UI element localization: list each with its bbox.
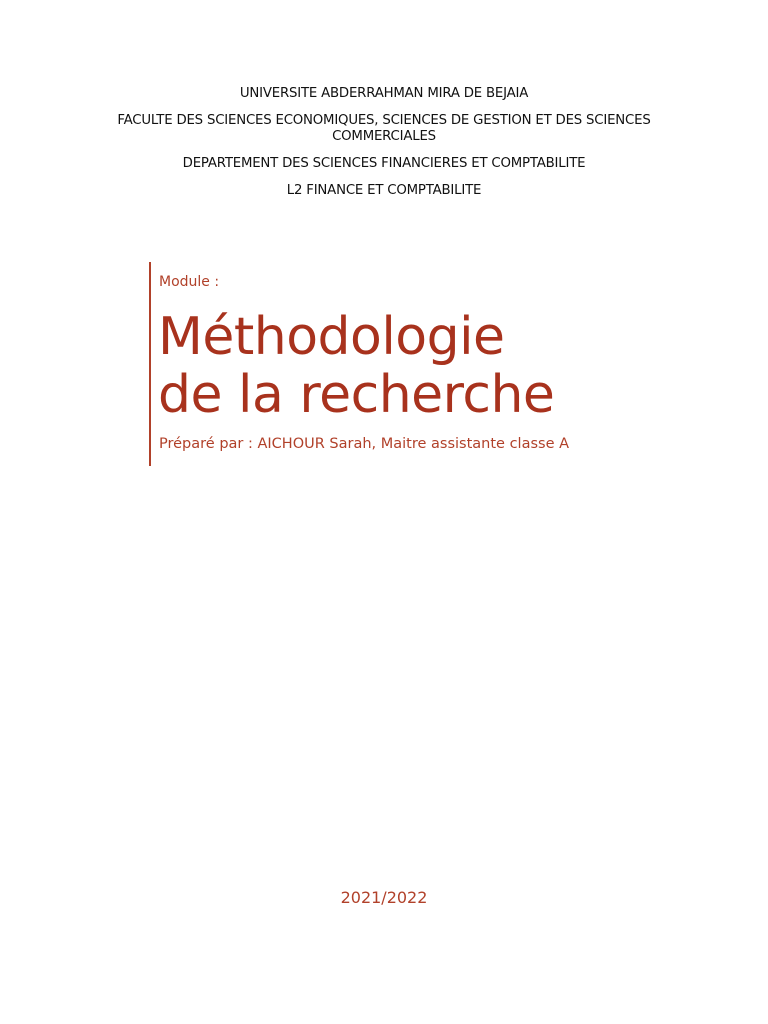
author-line: Préparé par : AICHOUR Sarah, Maitre assistante classe A — [159, 436, 570, 452]
study-level: L2 FINANCE ET COMPTABILITE — [286, 183, 482, 198]
university-name: UNIVERSITE ABDERRAHMAN MIRA DE BEJAIA — [239, 86, 529, 101]
academic-year: 2021/2022 — [340, 888, 428, 907]
cover-title-block — [149, 262, 679, 466]
module-label: Module : — [159, 274, 220, 290]
document-title — [158, 308, 554, 424]
title-line-2: de la recherche — [158, 365, 555, 425]
department-name: DEPARTEMENT DES SCIENCES FINANCIERES ET COMPTABILITE — [182, 156, 586, 171]
institution-header — [0, 86, 768, 210]
title-line-1: Méthodologie — [158, 307, 505, 367]
faculty-name: FACULTE DES SCIENCES ECONOMIQUES, SCIENCES DE GESTION ET DES SCIENCES COMMERCIALES — [117, 113, 651, 144]
